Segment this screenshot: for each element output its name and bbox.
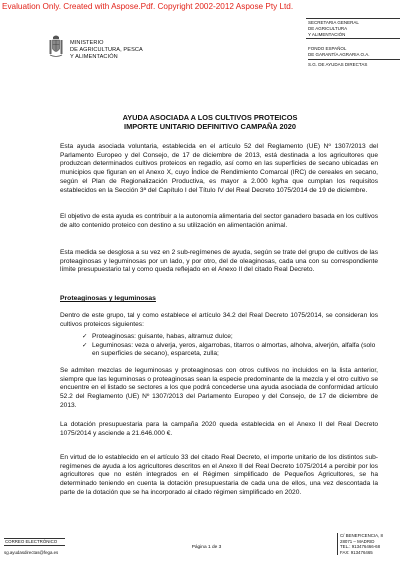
address-line: 28071 – MADRID <box>340 538 375 544</box>
address-line: C/ BENEFICENCIA, 8 <box>340 533 383 538</box>
document-title <box>60 113 360 132</box>
title-line-2: IMPORTE UNITARIO DEFINITIVO CAMPAÑA 2020 <box>124 122 296 132</box>
list-item <box>82 342 378 359</box>
ministry-name <box>70 40 190 62</box>
paragraph-unit-amount: En virtud de lo establecido en el artículo 33 del citado Real Decreto, el importe unitario de los distintos sub-regímenes de ayuda a los agricultores descritos en el Anexo II del Real Decreto 1075/2014 a percibir por los agricultores que no estén integrados en el Régimen simplificado de Pequeños Agricultores, se ha determinado teniendo en cuenta la dotación presupuestaria de cada una de ellos, una vez descontada la parte de la dotación que se ha incorporado al citado régimen simplificado en 2020. <box>60 454 378 496</box>
evaluation-watermark: Evaluation Only. Created with Aspose.Pdf. Copyright 2002-2012 Aspose Pty Ltd. <box>2 2 294 11</box>
paragraph-budget: La dotación presupuestaria para la campaña 2020 queda establecida en el Anexo II del Real Decreto 1075/2014 y asciende a 21.646.000 €. <box>60 421 378 437</box>
fega-line: FONDO ESPAÑOL <box>308 46 347 51</box>
secretariat-line: Y ALIMENTACIÓN <box>308 31 346 37</box>
fega-box <box>306 46 400 67</box>
secretariat-line: DE AGRICULTURA <box>308 25 348 31</box>
address-line: FAX: 913476465 <box>340 549 373 555</box>
crop-list <box>82 333 378 359</box>
ministry-line: DE AGRICULTURA, PESCA <box>70 47 143 54</box>
list-item-text: Leguminosas: veza o alverja, yeros, algarrobas, titarros o almortas, alholva, alverjón, alfalfa (solo en superficies de secano), esparceta, zulla; <box>92 341 376 358</box>
ministry-line: Y ALIMENTACIÓN <box>70 54 118 61</box>
secretariat-box <box>306 18 400 39</box>
check-icon: ✓ <box>82 333 88 340</box>
paragraph-subregimes: Esta medida se desglosa a su vez en 2 sub-regímenes de ayuda, según se trate del grupo de cultivos de las proteaginosas y leguminosas por un lado, y por otro, del de oleaginosas, cada una con su correspondiente límite presupuestario tal y como queda reflejado en el Anexo II del citado Real Decreto. <box>60 249 378 274</box>
fega-name <box>308 46 400 60</box>
section-heading: Proteaginosas y leguminosas <box>60 295 156 302</box>
address-line: TEL.: 913476466-68 <box>340 544 381 549</box>
subdirectorate: S.G. DE AYUDAS DIRECTAS <box>308 61 368 67</box>
email-address[interactable]: sg.ayudasdirectas@fega.es <box>4 549 59 555</box>
paragraph-intro: Esta ayuda asociada voluntaria, establecida en el artículo 52 del Reglamento (UE) Nº 1307/2013 del Parlamento Europeo y del Consejo, de 17 de diciembre de 2013, está destinada a los agricultores que produzcan determinados cultivos proteicos en regadío, así como en las superficies de secano ubicadas en municipios que figuran en el Anexo X, cuyo Índice de Rendimiento Comarcal (IRC) de cereales en secano, según el Plan de Regionalización Productiva, es mayor a 2.000 kg/ha que cumplan los requisitos establecidos en la Sección 3ª del Capítulo I del Título IV del Real Decreto 1075/2014 de 19 de diciembre. <box>60 143 378 194</box>
list-item <box>82 333 378 342</box>
page-number: Página 1 de 3 <box>191 545 222 550</box>
spanish-coat-of-arms-icon <box>48 34 64 60</box>
paragraph-objective: El objetivo de esta ayuda es contribuir a la autonomía alimentaria del sector ganadero basada en los cultivos de alto contenido proteico con destino a su utilización en alimentación animal. <box>60 213 378 229</box>
email-label: CORREO ELECTRÓNICO <box>4 538 65 546</box>
footer-address <box>337 533 406 555</box>
list-item-text: Proteaginosas: guisante, habas, altramuz dulce; <box>92 333 233 340</box>
paragraph-mixtures: Se admiten mezclas de leguminosas y proteaginosas con otros cultivos no incluidos en la lista anterior, siempre que las leguminosas o proteaginosas sean la especie predominante de la mezcla y el otro cultivo se encuentre en el listado se sectores a los que podrá concederse una ayuda asociada de conformidad artículo 52.2 del Reglamento (UE) Nº 1307/2013 del Parlamento Europeo y del Consejo, de 17 de diciembre de 2013. <box>60 367 378 409</box>
title-line-1: AYUDA ASOCIADA A LOS CULTIVOS PROTEICOS <box>122 113 298 122</box>
fega-line: DE GARANTÍA AGRARIA O.A. <box>308 51 370 57</box>
ministry-line: MINISTERIO <box>70 40 104 46</box>
check-icon: ✓ <box>82 341 88 349</box>
paragraph-group: Dentro de este grupo, tal y como establece el artículo 34.2 del Real Decreto 1075/2014, se consideran los cultivos proteicos siguientes: <box>60 312 378 328</box>
secretariat-line: SECRETARIA GENERAL <box>308 20 359 25</box>
